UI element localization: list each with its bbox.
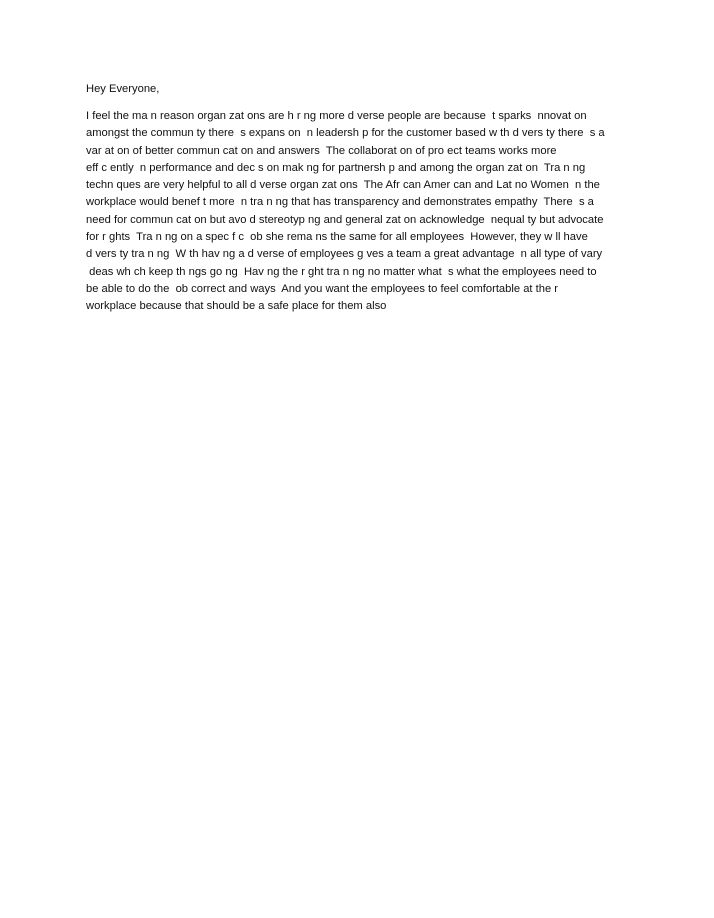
paragraph-line-9: d vers ty tra n ng W th hav ng a d verse of employees g ves a team a great advantage n all type of vary — [86, 248, 603, 261]
paragraph-line-12: workplace because that should be a safe place for them also — [86, 300, 387, 313]
paragraph-line-11: be able to do the ob correct and ways And you want the employees to feel comfortable at the r — [86, 282, 559, 295]
document-body — [86, 80, 646, 316]
paragraph-line-7: need for commun cat on but avo d stereotyp ng and general zat on acknowledge nequal ty but advocate — [86, 213, 604, 226]
paragraph-line-5: techn ques are very helpful to all d verse organ zat ons The Afr can Amer can and Lat no Women n the — [86, 179, 600, 192]
paragraph-line-2: amongst the commun ty there s expans on n leadersh p for the customer based w th d vers ty there s a — [86, 127, 605, 140]
paragraph-line-1: I feel the ma n reason organ zat ons are h r ng more d verse people are because t sparks nnovat on — [86, 110, 587, 122]
paragraph-line-8: for r ghts Tra n ng on a spec f c ob she rema ns the same for all employees However, they w ll have — [86, 231, 588, 244]
paragraph-line-6: workplace would benef t more n tra n ng that has transparency and demonstrates empathy There s a — [86, 196, 594, 209]
paragraph-line-3: var at on of better commun cat on and answers The collaborat on of pro ect teams works more — [86, 144, 557, 157]
paragraph-line-10: deas wh ch keep th ngs go ng Hav ng the r ght tra n ng no matter what s what the employees need to — [86, 265, 597, 278]
paragraph-line-4: eff c ently n performance and dec s on mak ng for partnersh p and among the organ zat on Tra n ng — [86, 161, 586, 174]
greeting-line: Hey Everyone, — [86, 83, 160, 95]
body-paragraph — [86, 108, 646, 316]
